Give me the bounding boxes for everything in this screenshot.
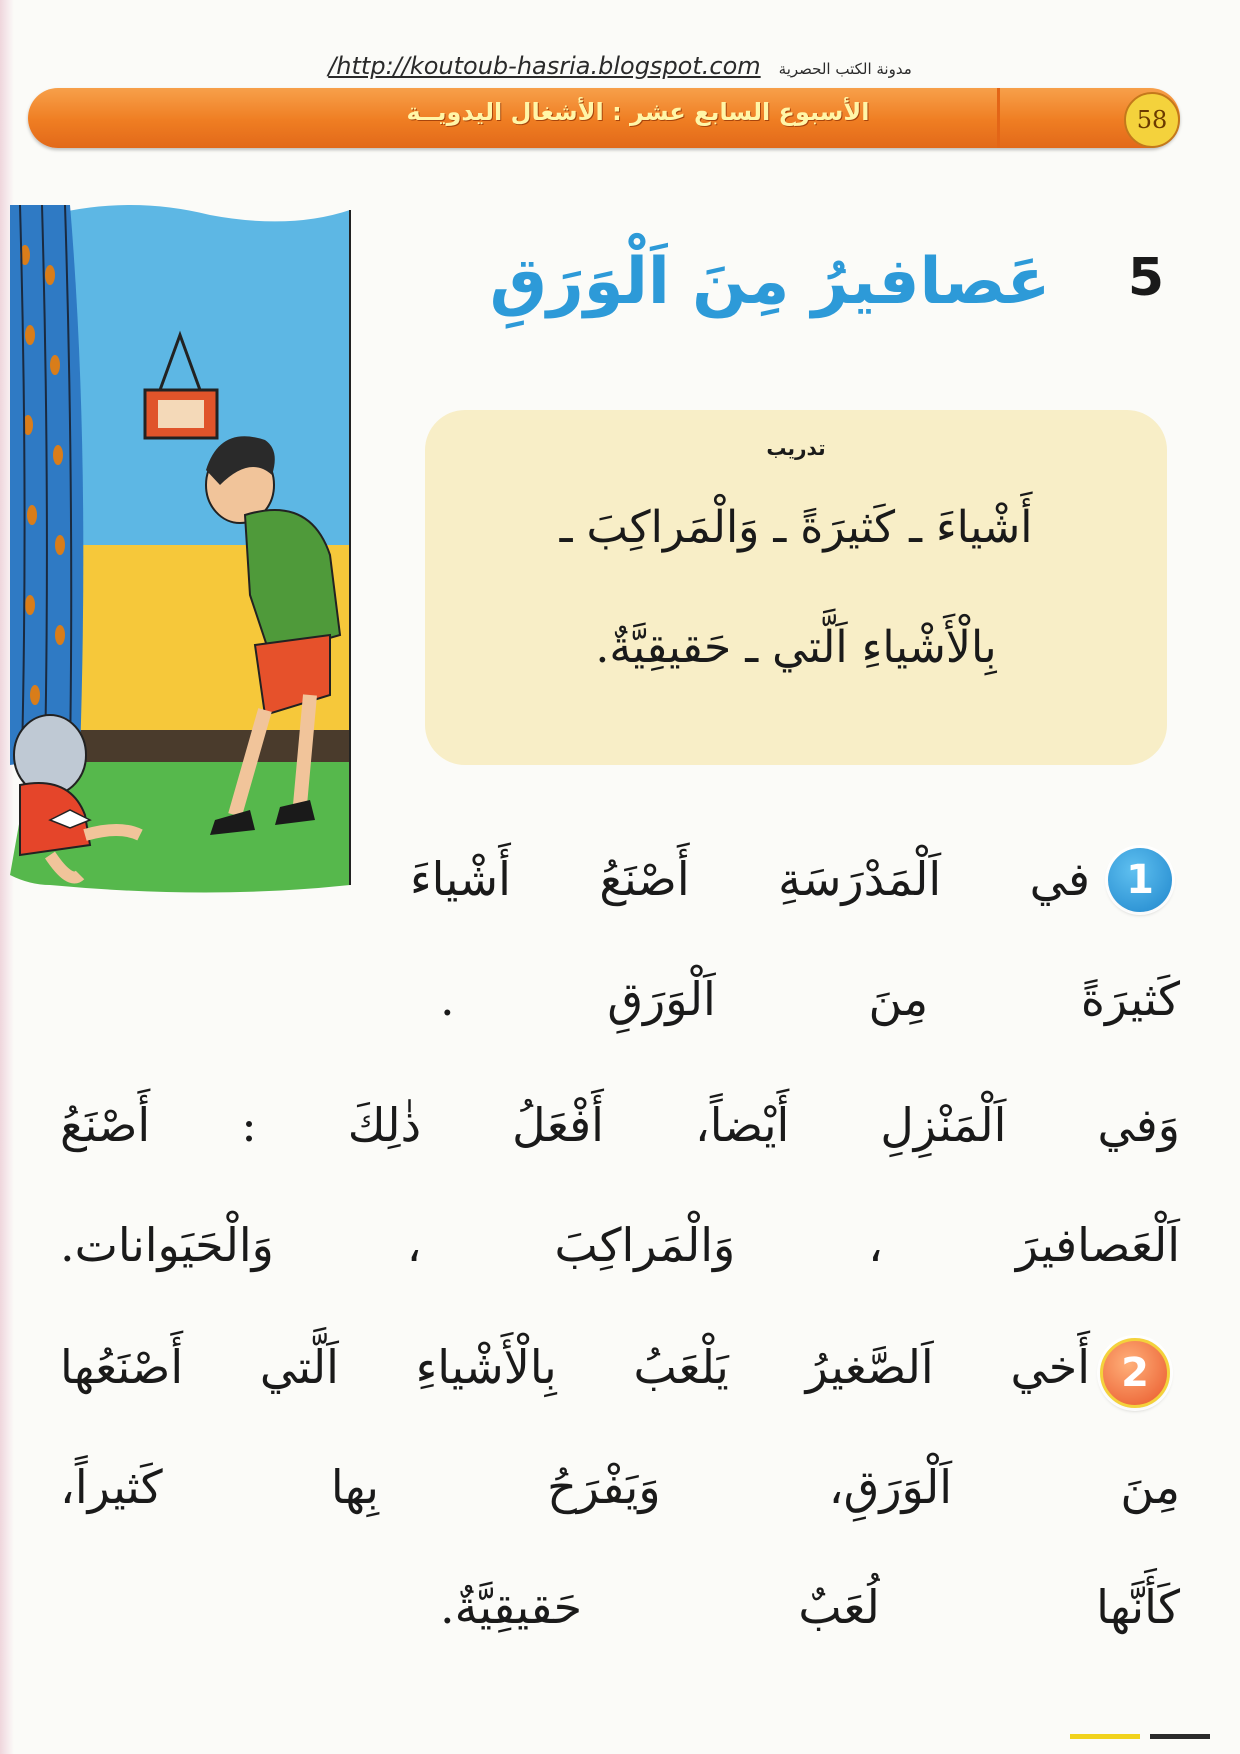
practice-line-2: بِالْأَشْياءِ اَلَّتي ـ حَقيقِيَّةٌ. xyxy=(595,622,997,673)
lesson-number: 5 xyxy=(1127,248,1165,308)
watermark-blog-name: مدونة الكتب الحصرية xyxy=(778,60,912,78)
banner-divider xyxy=(997,88,1000,148)
footer-rule-black xyxy=(1150,1734,1210,1739)
page-number: 58 xyxy=(1124,92,1180,148)
watermark xyxy=(300,52,940,82)
practice-box xyxy=(425,410,1167,765)
paragraph-2-line-2: مِنَ اَلْوَرَقِ، وَيَفْرَحُ بِها كَثيراً، xyxy=(60,1460,1180,1514)
paragraph-1-line-3: وَفي اَلْمَنْزِلِ أَيْضاً، أَفْعَلُ ذٰلِكَ : أَصْنَعُ xyxy=(60,1098,1180,1152)
practice-label: تدريب xyxy=(766,436,826,460)
week-banner xyxy=(28,88,1180,148)
paragraph-1-line-2: كَثيرَةً مِنَ اَلْوَرَقِ . xyxy=(440,972,1180,1026)
watermark-url[interactable]: /http://koutoub-hasria.blogspot.com xyxy=(328,52,761,80)
banner-title: الأسبوع السابع عشر : الأشغال اليدويــة xyxy=(406,98,870,126)
paragraph-1-line-4: اَلْعَصافيرَ ، وَالْمَراكِبَ ، وَالْحَيَوانات. xyxy=(60,1218,1180,1272)
paragraph-2-badge: 2 xyxy=(1100,1338,1170,1408)
paragraph-1-line-1: في اَلْمَدْرَسَةِ أَصْنَعُ أَشْياءَ xyxy=(410,852,1090,906)
paragraph-1-badge: 1 xyxy=(1108,848,1172,912)
lesson-title: عَصافيرُ مِنَ اَلْوَرَقِ xyxy=(489,245,1051,319)
paragraph-2-line-1: أَخي اَلصَّغيرُ يَلْعَبُ بِالْأَشْياءِ اَلَّتي أَصْنَعُها xyxy=(60,1340,1090,1394)
illustration xyxy=(10,195,388,995)
practice-line-1: أَشْياءَ ـ كَثيرَةً ـ وَالْمَراكِبَ ـ xyxy=(559,502,1033,553)
paragraph-2-line-3: كَأَنَّها لُعَبٌ حَقيقِيَّةٌ. xyxy=(440,1580,1180,1634)
footer-rule-yellow xyxy=(1070,1734,1140,1739)
